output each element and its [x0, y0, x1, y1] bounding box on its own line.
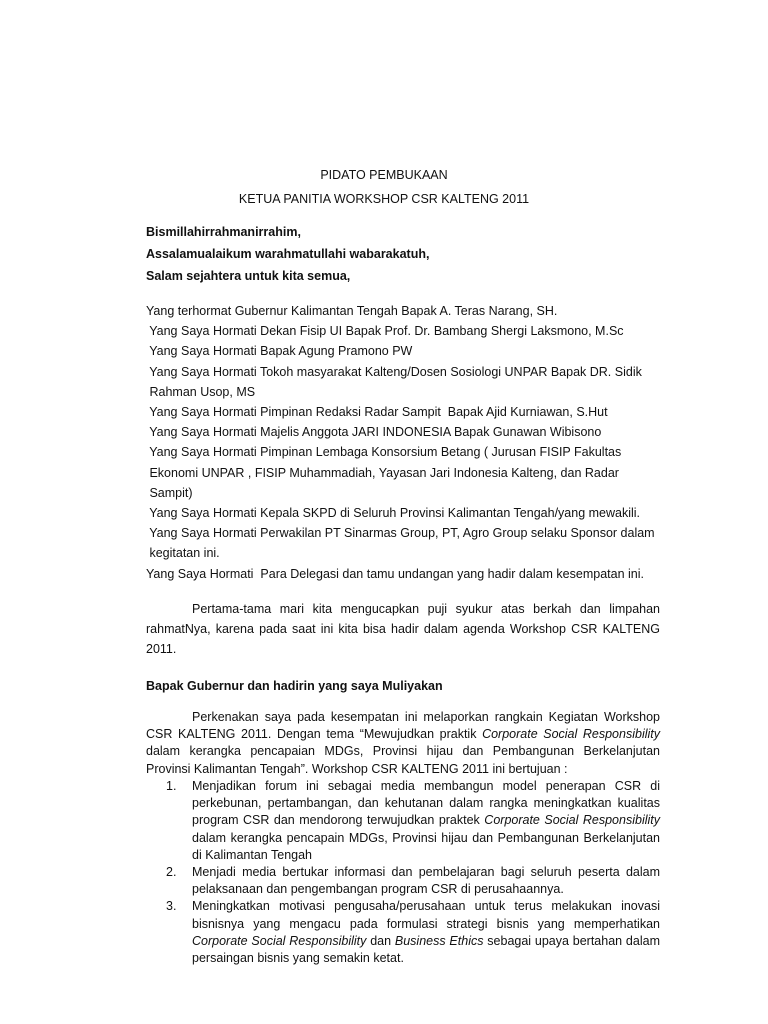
title-line-1: PIDATO PEMBUKAAN [320, 168, 448, 182]
opening-paragraph: Pertama-tama mari kita mengucapkan puji syukur atas berkah dan limpahan rahmatNya, karena pada saat ini kita bisa hadir dalam agenda Workshop CSR KALTENG 2011. [146, 602, 660, 656]
list-item-text: Menjadikan forum ini sebagai media membangun model penerapan CSR di perkebunan, pertambangan, dan kehutanan dalam rangka meningkatkan kualitas program CSR dan mendorong terwujudkan praktek [192, 779, 660, 828]
section-heading: Bapak Gubernur dan hadirin yang saya Muliyakan [146, 679, 443, 693]
list-item-text: Menjadi media bertukar informasi dan pembelajaran bagi seluruh peserta dalam pelaksanaan dan pengembangan program CSR di perusahaannya. [192, 865, 660, 897]
list-number: 2. [166, 865, 177, 880]
address-line: Yang Saya Hormati Tokoh masyarakat Kalteng/Dosen Sosiologi UNPAR Bapak DR. Sidik [146, 364, 642, 379]
document-title [0, 163, 768, 211]
list-item-text: dan [366, 933, 395, 948]
address-line: Yang Saya Hormati Pimpinan Lembaga Konsorsium Betang ( Jurusan FISIP Fakultas [146, 445, 622, 460]
address-line: Yang Saya Hormati Dekan Fisip UI Bapak Prof. Dr. Bambang Shergi Laksmono, M.Sc [146, 324, 624, 339]
address-line: kegitatan ini. [146, 546, 220, 561]
address-line: Yang Saya Hormati Majelis Anggota JARI INDONESIA Bapak Gunawan Wibisono [146, 425, 602, 440]
address-line: Sampit) [146, 485, 193, 500]
list-item-italic-text: Corporate Social Responsibility [484, 813, 660, 828]
address-line: Yang Saya Hormati Pimpinan Redaksi Radar Sampit Bapak Ajid Kurniawan, S.Hut [146, 405, 608, 420]
paragraph-italic-text: Corporate Social Responsibility [482, 727, 660, 742]
list-number: 3. [166, 899, 177, 914]
list-item-text: dalam kerangka pencapain MDGs, Provinsi hijau dan Pembangunan Berkelanjutan di Kalimantan Tengah [192, 830, 660, 862]
list-item-text: Meningkatkan motivasi pengusaha/perusahaan untuk terus melakukan inovasi bisnisnya yang mengacu pada formulasi strategi bisnis yang memperhatikan [192, 899, 660, 931]
address-line: Yang Saya Hormati Bapak Agung Pramono PW [146, 344, 413, 359]
list-item [146, 864, 660, 898]
list-item-text: sebagai upaya bertahan dalam persaingan bisnis yang semakin ketat. [192, 933, 660, 966]
list-item [146, 778, 660, 864]
greeting-line: Salam sejahtera untuk kita semua, [146, 269, 351, 283]
list-number: 1. [166, 779, 177, 793]
address-line: Ekonomi UNPAR , FISIP Muhammadiah, Yayasan Jari Indonesia Kalteng, dan Radar [146, 465, 619, 480]
address-line: Rahman Usop, MS [146, 384, 256, 399]
paragraph-text: dalam kerangka pencapaian MDGs, Provinsi hijau dan Pembangunan Berkelanjutan Provinsi Kalimantan Tengah”. Workshop CSR KALTENG 2011 ini bertujuan : [146, 744, 660, 776]
addresses-block [146, 301, 666, 584]
paragraph-text: Perkenakan saya pada kesempatan ini melaporkan rangkain Kegiatan Workshop CSR KALTENG 2011. Dengan tema “Mewujudkan praktik [146, 710, 660, 742]
report-paragraph [146, 709, 660, 778]
address-line: Yang Saya Hormati Perwakilan PT Sinarmas Group, PT, Agro Group selaku Sponsor dalam [146, 526, 655, 541]
list-item-italic-text: Business Ethics [394, 933, 484, 948]
list-item-italic-text: Corporate Social Responsibility [192, 933, 367, 948]
greetings-block [146, 221, 666, 287]
list-item [146, 898, 660, 967]
objectives-list [146, 778, 660, 967]
address-line: Yang terhormat Gubernur Kalimantan Tengah Bapak A. Teras Narang, SH. [146, 304, 558, 318]
address-line: Yang Saya Hormati Kepala SKPD di Seluruh Provinsi Kalimantan Tengah/yang mewakili. [146, 506, 641, 521]
title-line-2: KETUA PANITIA WORKSHOP CSR KALTENG 2011 [238, 192, 530, 206]
greeting-line: Assalamualaikum warahmatullahi wabarakatuh, [146, 247, 430, 261]
greeting-line: Bismillahirrahmanirrahim, [146, 225, 301, 239]
address-line: Yang Saya Hormati Para Delegasi dan tamu undangan yang hadir dalam kesempatan ini. [146, 566, 644, 581]
